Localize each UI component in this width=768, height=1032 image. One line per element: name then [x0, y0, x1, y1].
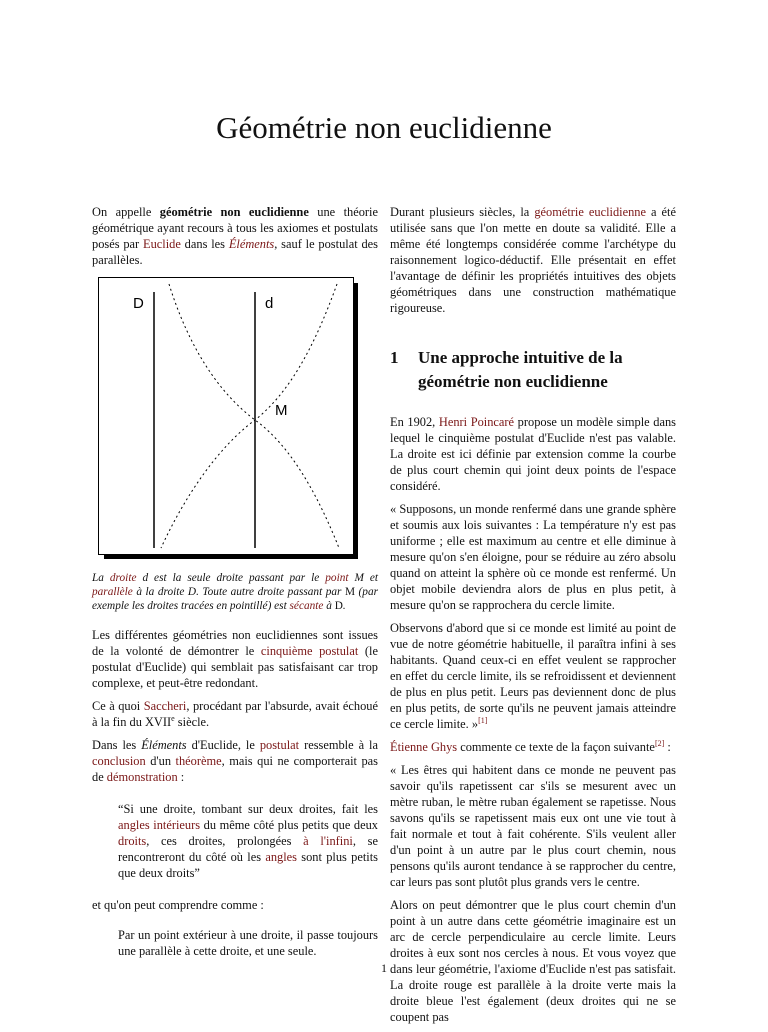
- paragraph-comprendre: et qu'on peut comprendre comme :: [92, 898, 264, 912]
- link-parallele[interactable]: parallèle: [92, 586, 133, 598]
- section-number: 1: [390, 348, 399, 367]
- paragraph-origins: Les différentes géométries non euclidiennes sont issues de la volonté de démontrer le cinquième postulat (le postulat d'Euclide) qui semblait pas satisfaisant car trop complexe, et peut-être redondant.: [92, 628, 378, 690]
- link-point[interactable]: point: [325, 572, 349, 584]
- section-title: Une approche intuitive de la géométrie non euclidienne: [418, 348, 623, 391]
- link-demonstration[interactable]: démonstration: [106, 770, 178, 784]
- link-postulat[interactable]: postulat: [259, 738, 300, 752]
- link-secante[interactable]: sécante: [289, 600, 324, 612]
- link-elements[interactable]: Éléments: [228, 237, 275, 251]
- figure-frame: [98, 277, 354, 555]
- left-column: [92, 204, 378, 959]
- page-number: 1: [381, 961, 387, 975]
- reference-2[interactable]: [2]: [654, 738, 665, 748]
- section-heading: [390, 346, 676, 394]
- paragraph-poincare-quote-1: « Supposons, un monde renfermé dans une grande sphère et soumis aux lois suivantes : La température n'y est pas uniforme ; elle est maximum au centre et elle diminue à mesure qu'on s'en éloigne, pour se réduire au zéro absolu quand on atteint la sphère où ce monde est renfermé. Un objet mobile deviendra alors de plus en plus petit, à mesure qu'on se rapprochera du cercle limite.: [390, 502, 676, 612]
- link-geometrie-euclidienne[interactable]: géométrie euclidienne: [534, 205, 646, 219]
- dotted-secant-1: [169, 284, 339, 548]
- playfair-quote: Par un point extérieur à une droite, il passe toujours une parallèle à cette droite, et une seule.: [118, 928, 378, 958]
- paragraph-poincare: En 1902, Henri Poincaré propose un modèle simple dans lequel le cinquième postulat d'Euclide n'est pas valable. La droite est ici définie par extension comme la courbe de plus court chemin qui joint deux points de l'espace considéré.: [390, 415, 676, 493]
- page-title: Géométrie non euclidienne: [216, 110, 552, 145]
- label-d: d: [265, 295, 274, 312]
- link-theoreme[interactable]: théorème: [175, 754, 222, 768]
- reference-1[interactable]: [1]: [478, 715, 488, 725]
- figure-drawing: [99, 278, 353, 554]
- paragraph-ghys: Étienne Ghys commente ce texte de la façon suivante[2] :: [390, 738, 671, 754]
- parallel-lines-figure[interactable]: [98, 277, 358, 559]
- paragraph-euclidean: Durant plusieurs siècles, la géométrie euclidienne a été utilisée sans que l'on mette en doute sa validité. Elle a même été longtemps considérée comme l'archétype du raisonnement logico-déductif. Elle présentait en effet l'avantage de définir les propriétés intuitives des objets géométriques dans une construction mathématique rigoureuse.: [390, 205, 676, 315]
- link-henri-poincare[interactable]: Henri Poincaré: [438, 415, 515, 429]
- link-droite[interactable]: droite: [109, 572, 137, 584]
- paragraph-elements: Dans les Éléments d'Euclide, le postulat ressemble à la conclusion d'un théorème, mais qui ne comporterait pas de démonstration :: [92, 738, 378, 784]
- label-D: D: [133, 295, 144, 312]
- dotted-secant-2: [161, 284, 337, 548]
- figure-caption: La droite d est la seule droite passant par le point M et parallèle à la droite D. Toute autre droite passant par M (par exemple les droites tracées en pointillé) est sécante à D.: [92, 572, 378, 612]
- paragraph-ghys-quote-1: « Les êtres qui habitent dans ce monde ne peuvent pas savoir qu'ils rapetissent car s'ils se mesurent avec un mètre ruban, le mètre ruban également se rapetisse. Nous savons qu'ils se rapetissent mais eux ont une vie tout à fait normale et tout à fait cohérente. S'ils veulent aller d'un point à un autre par le plus court chemin, nous pensons qu'ils auront tendance à se rapprocher du centre, car leurs pas sont plutôt plus grands vers le centre.: [390, 763, 676, 889]
- link-angles-interieurs[interactable]: angles intérieurs: [118, 818, 201, 832]
- link-saccheri[interactable]: Saccheri: [143, 699, 187, 713]
- paragraph-ghys-quote-2: Alors on peut démontrer que le plus court chemin d'un point à un autre dans cette géométrie imaginaire est un arc de cercle perpendiculaire au cercle limite. Leurs droites à eux sont nos cercles à nous. Et vous voyez que dans leur géométrie, l'axiome d'Euclide n'est pas satisfait. La droite rouge est parallèle à la droite verte mais la droite bleue l'est également (deux droites qui ne se coupent pas: [390, 898, 676, 1024]
- paragraph-saccheri: Ce à quoi Saccheri, procédant par l'absurde, avait échoué à la fin du XVIIe siècle.: [92, 699, 378, 729]
- link-euclide[interactable]: Euclide: [143, 237, 181, 251]
- euclid-quote: “Si une droite, tombant sur deux droites, fait les angles intérieurs du même côté plus petits que deux droits, ces droites, prolongées à l'infini, se rencontreront du côté où les angles sont plus petits que deux droits”: [118, 802, 378, 880]
- link-droits[interactable]: droits: [118, 834, 147, 848]
- intro-paragraph: On appelle géométrie non euclidienne une théorie géométrique ayant recours à tous les axiomes et postulats posés par Euclide dans les Éléments, sauf le postulat des parallèles.: [92, 205, 378, 267]
- intro-bold-term: géométrie non euclidienne: [159, 205, 309, 219]
- right-column: [390, 204, 676, 1032]
- label-M: M: [275, 402, 288, 419]
- link-conclusion[interactable]: conclusion: [92, 754, 146, 768]
- link-infini[interactable]: à l'infini: [303, 834, 353, 848]
- link-etienne-ghys[interactable]: Étienne Ghys: [390, 740, 458, 754]
- link-cinquieme-postulat[interactable]: cinquième postulat: [260, 644, 359, 658]
- paragraph-poincare-quote-2: Observons d'abord que si ce monde est limité au point de vue de notre géométrie habituelle, il paraîtra infini à ses habitants. Quand ceux-ci en effet veulent se rapprocher en effet du cercle limite, ils se refroidissent et deviennent de plus en plus petit. Leurs pas deviennent donc de plus en plus petits, de sorte qu'ils ne peuvent jamais atteindre ce cercle limite. »[1]: [390, 621, 676, 731]
- link-angles[interactable]: angles: [265, 850, 297, 864]
